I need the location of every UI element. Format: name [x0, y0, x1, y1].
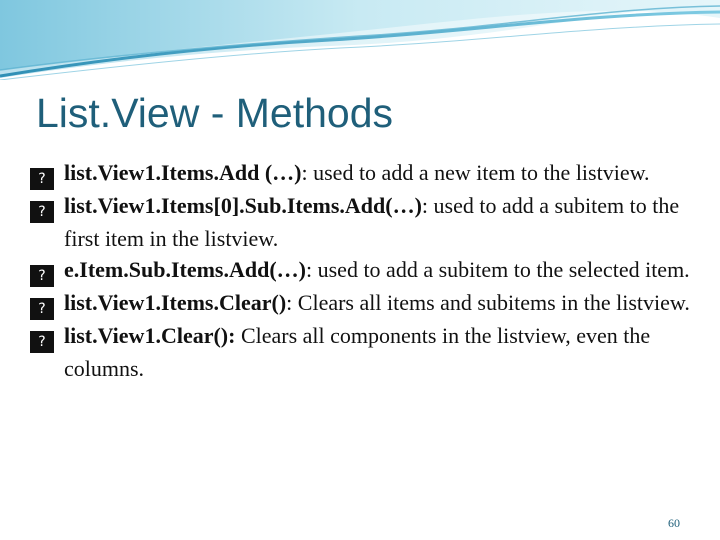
method-description: : Clears all items and subitems in the listview. — [286, 290, 690, 315]
replacement-char-icon: ? — [30, 201, 54, 223]
method-description: Clears all components in the listview, even the columns. — [64, 323, 651, 381]
method-description: : used to add a subitem to the first item in the listview. — [64, 193, 680, 251]
method-description: : used to add a subitem to the selected item. — [306, 257, 690, 282]
page-number: 60 — [668, 516, 680, 530]
bullet-item — [30, 190, 690, 254]
replacement-char-icon: ? — [30, 331, 54, 353]
replacement-char-icon: ? — [30, 168, 54, 190]
method-name: list.View1.Clear(): — [64, 323, 236, 348]
method-name: list.View1.Items.Add (…) — [64, 160, 302, 185]
bullet-item — [30, 157, 690, 190]
slide-title: List.View - Methods — [36, 90, 394, 136]
bullet-item — [30, 287, 690, 320]
bullet-item — [30, 320, 690, 384]
bullet-item — [30, 254, 690, 287]
bullet-list — [30, 157, 690, 384]
replacement-char-icon: ? — [30, 298, 54, 320]
method-name: list.View1.Items[0].Sub.Items.Add(…) — [64, 193, 422, 218]
header-wave-decoration — [0, 0, 720, 80]
method-name: list.View1.Items.Clear() — [64, 290, 287, 315]
method-description: : used to add a new item to the listview. — [301, 160, 650, 185]
replacement-char-icon: ? — [30, 265, 54, 287]
method-name: e.Item.Sub.Items.Add(…) — [64, 257, 306, 282]
